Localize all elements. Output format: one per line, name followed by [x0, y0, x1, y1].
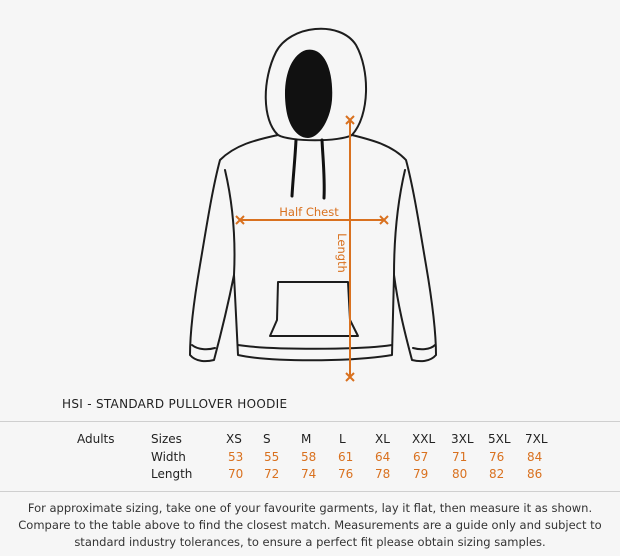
hood-opening [285, 50, 332, 138]
hoodie-body-outline [190, 135, 436, 361]
hoodie-left-seam [225, 170, 235, 275]
drawstring-left [292, 140, 296, 196]
note-line: For approximate sizing, take one of your favourite garments, lay it flat, then measure it as shown. [27, 501, 593, 515]
note-line: standard industry tolerances, to ensure a perfect fit please obtain sizing samples. [74, 535, 546, 549]
length-value: 80 [452, 467, 468, 481]
drawstring-right [322, 140, 324, 198]
width-value: 84 [527, 450, 543, 464]
length-value: 86 [527, 467, 543, 481]
size-header: XS [226, 432, 242, 446]
width-value: 76 [489, 450, 505, 464]
row-label-length: Length [151, 467, 193, 481]
divider-top [0, 421, 620, 422]
note-line: Compare to the table above to find the closest match. Measurements are a guide only and subject to [18, 518, 602, 532]
divider-bottom [0, 491, 620, 492]
product-title: HSI - STANDARD PULLOVER HOODIE [62, 397, 288, 411]
hoodie-right-cuff [413, 345, 435, 349]
size-header: M [301, 432, 312, 446]
hoodie-waistband [238, 345, 392, 349]
size-header: L [339, 432, 346, 446]
row-label-width: Width [151, 450, 186, 464]
length-value: 82 [489, 467, 505, 481]
width-value: 58 [301, 450, 317, 464]
width-value: 55 [264, 450, 280, 464]
sizing-note [0, 500, 620, 551]
hoodie-pocket [270, 282, 358, 336]
length-value: 72 [264, 467, 280, 481]
width-value: 67 [413, 450, 429, 464]
width-value: 64 [375, 450, 391, 464]
group-label: Adults [77, 432, 115, 446]
sizes-header: Sizes [151, 432, 182, 446]
length-value: 74 [301, 467, 317, 481]
width-value: 71 [452, 450, 468, 464]
size-header: 7XL [525, 432, 548, 446]
length-value: 78 [375, 467, 391, 481]
length-value: 79 [413, 467, 429, 481]
width-value: 53 [228, 450, 244, 464]
size-header: S [263, 432, 271, 446]
hoodie-right-seam [394, 170, 405, 275]
length-label: Length [335, 233, 349, 273]
size-header: 3XL [451, 432, 474, 446]
width-value: 61 [338, 450, 354, 464]
hoodie-left-cuff [192, 345, 215, 349]
length-value: 76 [338, 467, 354, 481]
size-header: XL [375, 432, 390, 446]
size-header: 5XL [488, 432, 511, 446]
length-value: 70 [228, 467, 244, 481]
half-chest-label: Half Chest [279, 205, 339, 219]
size-header: XXL [412, 432, 436, 446]
